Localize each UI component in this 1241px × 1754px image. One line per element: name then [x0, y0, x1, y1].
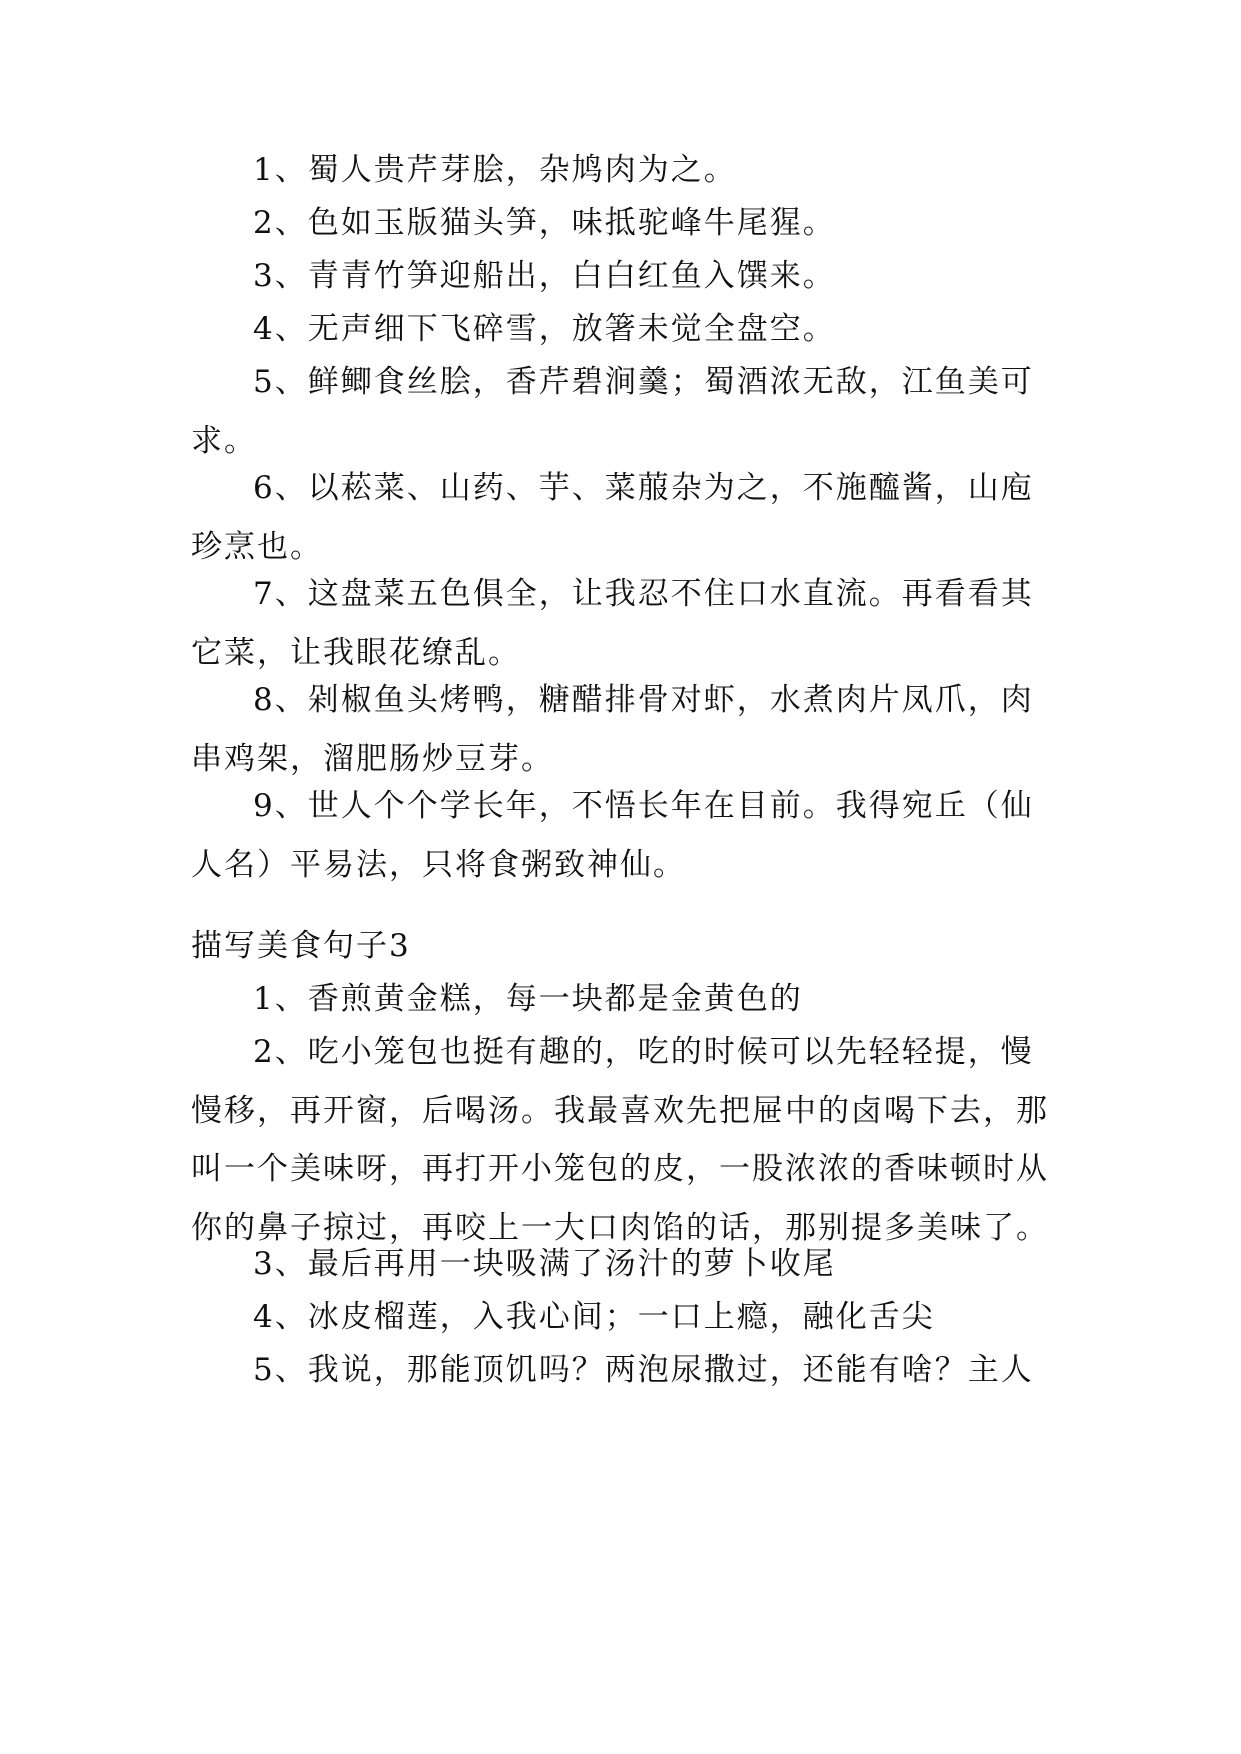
list-item: 3、青青竹笋迎船出，白白红鱼入馔来。: [253, 258, 836, 294]
list-item: 3、最后再用一块吸满了汤汁的萝卜收尾: [253, 1246, 836, 1282]
list-item: 5、我说，那能顶饥吗？两泡尿撒过，还能有啥？主人: [253, 1352, 1034, 1388]
list-item: 2、色如玉版猫头笋，味抵驼峰牛尾猩。: [253, 205, 836, 241]
list-item: 5、鲜鲫食丝脍，香芹碧涧羹；蜀酒浓无敌，江鱼美可求。: [191, 364, 1034, 459]
list-item: 6、以菘菜、山药、芋、菜菔杂为之，不施醯酱，山庖珍烹也。: [191, 470, 1034, 565]
list-item: 4、无声细下飞碎雪，放箸未觉全盘空。: [253, 311, 836, 347]
list-item: 4、冰皮榴莲，入我心间；一口上瘾，融化舌尖: [253, 1299, 935, 1335]
list-item: 1、蜀人贵芹芽脍，杂鸠肉为之。: [253, 152, 737, 188]
list-item: 7、这盘菜五色俱全，让我忍不住口水直流。再看看其它菜，让我眼花缭乱。: [191, 576, 1034, 671]
list-item: 8、剁椒鱼头烤鸭，糖醋排骨对虾，水煮肉片凤爪，肉串鸡架，溜肥肠炒豆芽。: [191, 682, 1034, 777]
list-item: 9、世人个个学长年，不悟长年在目前。我得宛丘（仙人名）平易法，只将食粥致神仙。: [191, 788, 1034, 883]
list-item: 2、吃小笼包也挺有趣的，吃的时候可以先轻轻提，慢慢移，再开窗，后喝汤。我最喜欢先把屉中的卤喝下去，那叫一个美味呀，再打开小笼包的皮，一股浓浓的香味顿时从你的鼻子掠过，再咬上一大口肉馅的话，那别提多美味了。: [191, 1034, 1049, 1246]
section-heading: 描写美食句子3: [191, 928, 411, 964]
list-item: 1、香煎黄金糕，每一块都是金黄色的: [253, 981, 803, 1017]
